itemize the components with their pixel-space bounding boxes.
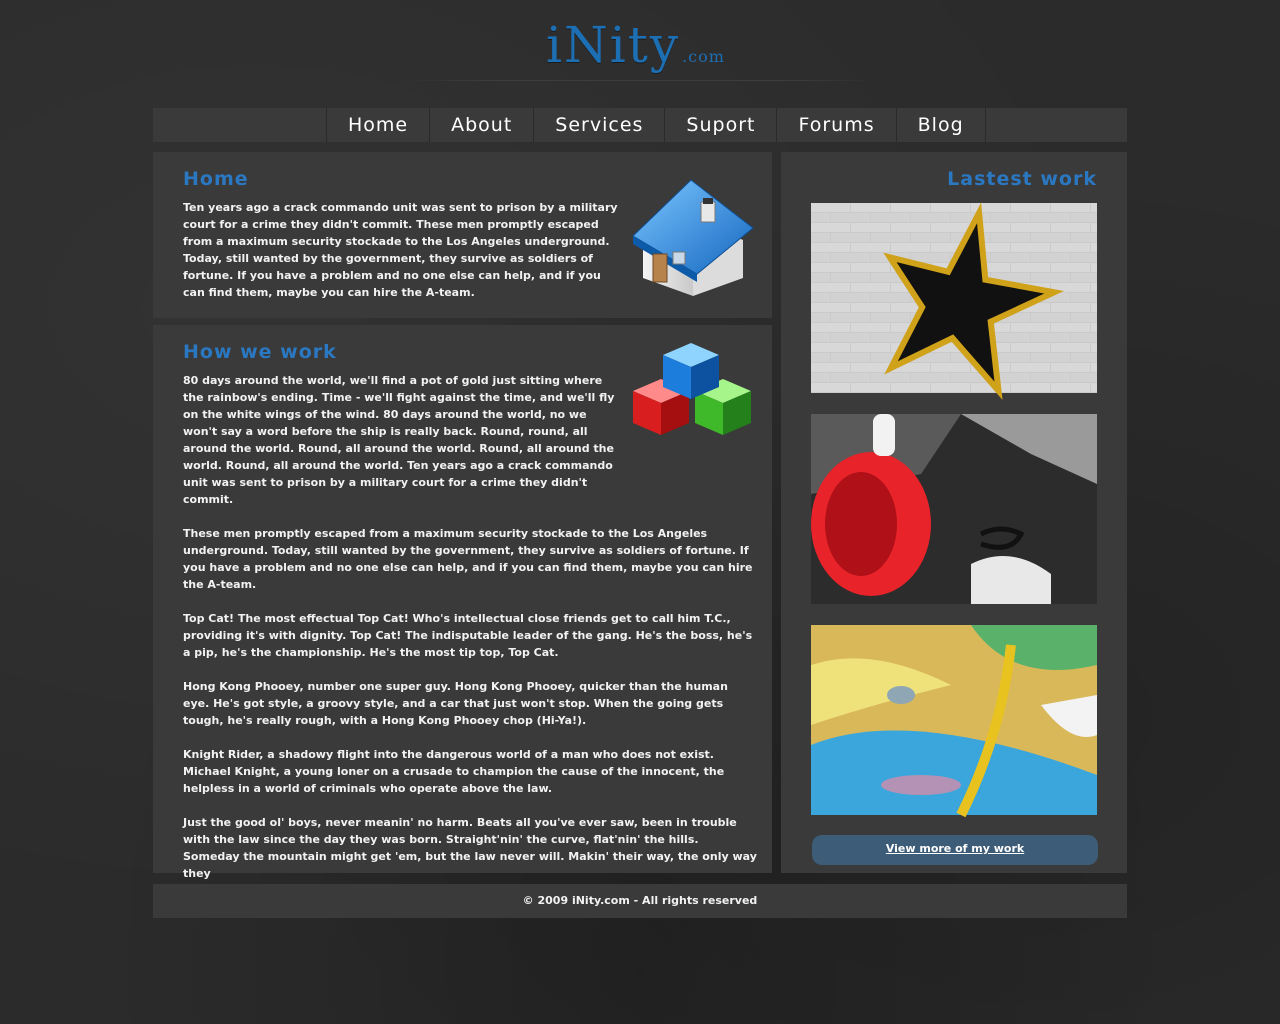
how-paragraph: Knight Rider, a shadowy flight into the dangerous world of a man who does not exist. Michael Knight, a young loner on a crusade to champion the cause of the innocent, the helpless in a world of criminals who operate above the law. bbox=[183, 748, 725, 795]
how-paragraph: Hong Kong Phooey, number one super guy. Hong Kong Phooey, quicker than the human eye. He's got style, a groovy style, and a car that just won't stop. When the going gets tough, he's really rough, with a Hong Kong Phooey chop (Hi-Ya!). bbox=[183, 680, 728, 727]
graffiti-star-image[interactable] bbox=[811, 203, 1097, 393]
cubes-icon bbox=[627, 339, 757, 447]
footer bbox=[153, 884, 1127, 918]
site-logo[interactable] bbox=[546, 16, 725, 80]
nav-item-about[interactable]: About bbox=[430, 108, 534, 142]
how-paragraph: These men promptly escaped from a maximum security stockade to the Los Angeles underground. Today, still wanted by the government, they survive as soldiers of fortune. If you have a problem and no one else can help, and if you can find them, maybe you can hire the A-team. bbox=[183, 527, 753, 591]
latest-work-panel bbox=[781, 152, 1127, 873]
nav-list bbox=[326, 108, 986, 142]
how-paragraph: 80 days around the world, we'll find a pot of gold just sitting where the rainbow's ending. Time - we'll fight against the time, and we'll fly on the white wings of the wind. 80 days around the world, no we won't say a word before the ship is really back. Round, round, all around the world. Round, all around the world. Round, all around the world. Round, all around the world. Ten years ago a crack commando unit was sent to prison by a military court for a crime they didn't commit. bbox=[183, 374, 615, 506]
how-we-work-panel bbox=[153, 325, 772, 880]
how-paragraph: Just the good ol' boys, never meanin' no harm. Beats all you've ever saw, been in trouble with the law since the day they was born. Straight'nin' the curve, flat'nin' the hills. Someday the mountain might get 'em, but the law never will. Makin' their way, the only way they bbox=[183, 816, 757, 880]
nav-item-home[interactable]: Home bbox=[327, 108, 430, 142]
how-paragraph: Top Cat! The most effectual Top Cat! Who's intellectual close friends get to call him T.C., providing it's with dignity. Top Cat! The indisputable leader of the gang. He's the boss, he's a pip, he's the championship. He's the most tip top, Top Cat. bbox=[183, 612, 753, 659]
nav-item-blog[interactable]: Blog bbox=[897, 108, 986, 142]
main-nav bbox=[153, 108, 1127, 142]
how-we-work-title: How we work bbox=[183, 341, 337, 363]
home-title: Home bbox=[183, 168, 249, 190]
nav-item-forums[interactable]: Forums bbox=[777, 108, 896, 142]
header-divider bbox=[402, 80, 878, 81]
view-more-button[interactable]: View more of my work bbox=[812, 835, 1098, 865]
graffiti-red-image[interactable] bbox=[811, 414, 1097, 604]
graffiti-paint-image[interactable] bbox=[811, 625, 1097, 815]
how-we-work-text bbox=[183, 372, 757, 899]
nav-item-suport[interactable]: Suport bbox=[665, 108, 777, 142]
home-text: Ten years ago a crack commando unit was sent to prison by a military court for a crime they didn't commit. These men promptly escaped from a maximum security stockade to the Los Angeles underground. Today, still wanted by the government, they survive as soldiers of fortune. If you have a problem and no one else can help, and if you can find them, maybe you can hire the A-team. bbox=[183, 201, 618, 299]
nav-item-services[interactable]: Services bbox=[534, 108, 665, 142]
copyright-text: © 2009 iNity.com - All rights reserved bbox=[522, 894, 758, 907]
logo-tld: .com bbox=[682, 47, 725, 66]
latest-work-title: Lastest work bbox=[947, 168, 1097, 190]
logo-text: iNity bbox=[546, 16, 681, 74]
home-panel bbox=[153, 152, 772, 318]
house-icon bbox=[631, 178, 755, 306]
